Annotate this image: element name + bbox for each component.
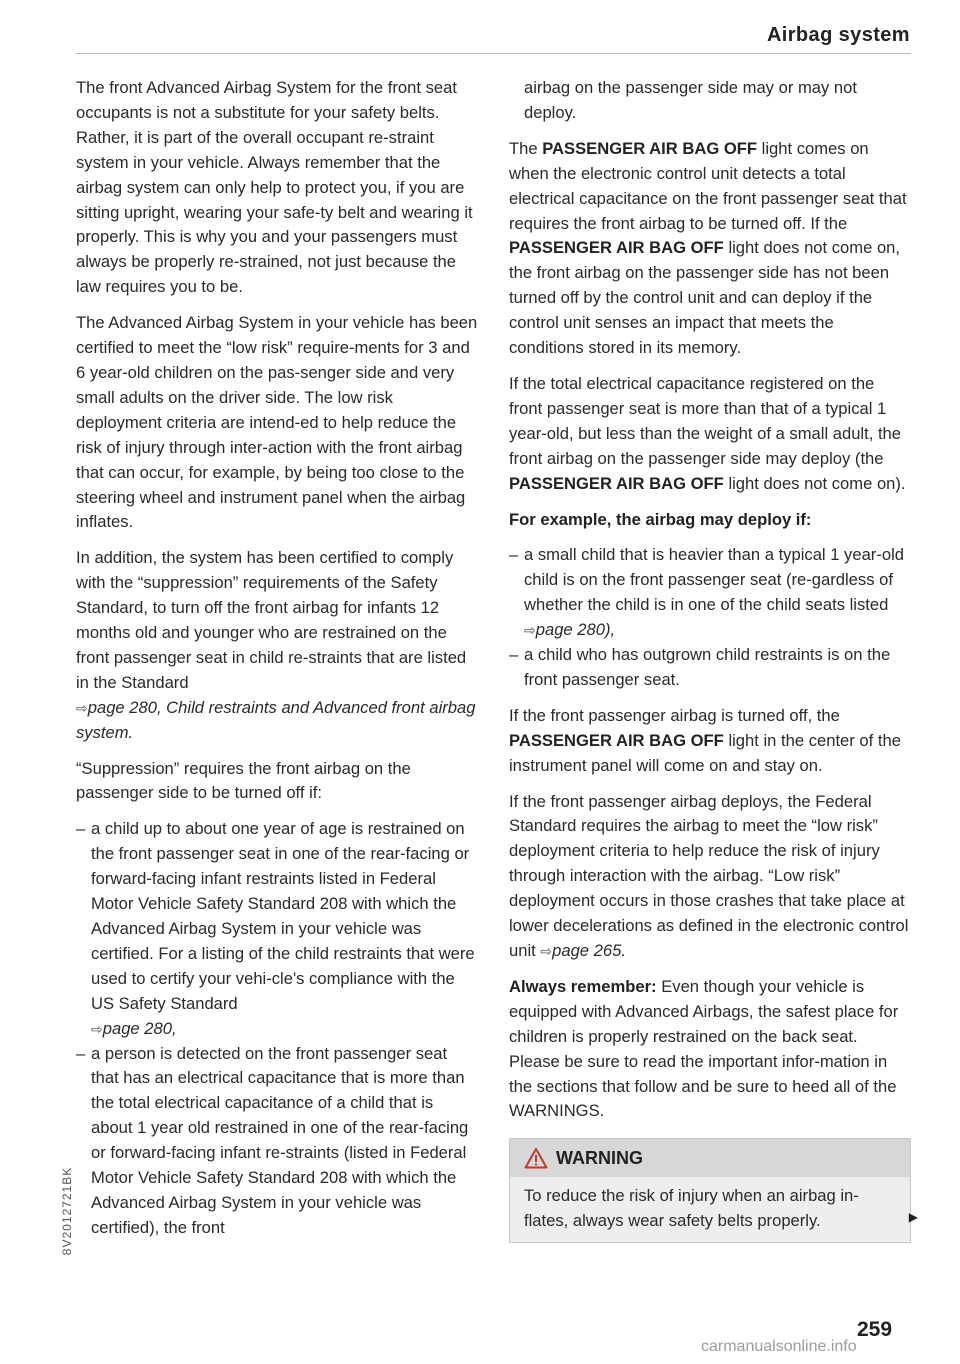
arrow-right-icon: ⇨ xyxy=(91,1020,103,1037)
warning-title: WARNING xyxy=(556,1147,643,1168)
dash-icon: – xyxy=(509,545,519,565)
list-item: – a person is detected on the front passenger seat that has an electrical capacitance that is more than the total electrical capacitance of a child that is about 1 year old restrained in one of the rear-facing or forward-facing infant re-straints (listed in Federal Motor Vehicle Safety Standard 208 with which the Advanced Airbag System in your vehicle was certified), the front xyxy=(76,1043,469,1237)
left-column xyxy=(76,76,479,1252)
subheading: For example, the airbag may deploy if: xyxy=(509,509,812,529)
indicator-name: PASSENGER AIR BAG OFF xyxy=(509,238,724,258)
warning-text: To reduce the risk of injury when an airbag in-flates, always wear safety belts properly. xyxy=(524,1186,859,1231)
emphasis-label: Always remember: xyxy=(509,976,657,996)
page-reference[interactable]: ⇨page 280, Child restraints and Advanced front airbag system. xyxy=(76,697,476,742)
watermark: carmanualsonline.info xyxy=(701,1338,857,1355)
list-item: – a child who has outgrown child restraints is on the front passenger seat. xyxy=(509,645,891,689)
page-reference[interactable]: ⇨page 280, xyxy=(91,1018,177,1038)
bullet-list xyxy=(509,543,911,692)
paragraph: If the front passenger airbag deploys, the Federal Standard requires the airbag to meet the “low risk” deployment criteria to help reduce the risk of injury through interaction with the airbag. “Low risk” deployment occurs in those crashes that take place at lower decelerations as defined in the electronic control unit ⇨page 265. xyxy=(509,791,909,960)
paragraph: “Suppression” requires the front airbag on the passenger side to be turned off if: xyxy=(76,758,411,803)
page-number: 259 xyxy=(857,1318,893,1341)
paragraph xyxy=(76,546,479,745)
dash-icon: – xyxy=(76,1043,86,1063)
paragraph: airbag on the passenger side may or may not deploy. xyxy=(524,78,857,122)
paragraph: The front Advanced Airbag System for the front seat occupants is not a substitute for your safety belts. Rather, it is part of the overall occupant re-straint system in your vehicle. Always remember that the airbag system can only help to protect you, if you are sitting upright, wearing your safe-ty belt and wearing it properly. This is why you and your passengers must always be properly re-strained, not just because the law requires you to be. xyxy=(76,78,473,297)
arrow-right-icon: ⇨ xyxy=(540,943,553,959)
bullet-list xyxy=(76,817,479,1240)
warning-triangle-icon xyxy=(524,1147,548,1169)
list-item: – a small child that is heavier than a typical 1 year-old child is on the front passenger seat (re-gardless of whether the child is in one of the child seats listed ⇨page 280), xyxy=(509,545,905,640)
arrow-right-icon: ⇨ xyxy=(76,699,88,716)
indicator-name: PASSENGER AIR BAG OFF xyxy=(509,730,724,750)
page-reference[interactable]: ⇨page 265. xyxy=(540,941,626,960)
indicator-name: PASSENGER AIR BAG OFF xyxy=(542,138,758,158)
paragraph: If the front passenger airbag is turned off, the PASSENGER AIR BAG OFF light in the center of the instrument panel will come on and stay on. xyxy=(509,705,901,775)
right-column xyxy=(509,76,918,1243)
warning-box xyxy=(509,1138,918,1243)
dash-icon: – xyxy=(509,645,519,665)
paragraph: Always remember: Even though your vehicle is equipped with Advanced Airbags, the safest place for children is properly restrained on the back seat. Please be sure to read the important infor-mation in the sections that follow and be sure to heed all of the WARNINGS. xyxy=(509,976,899,1121)
dash-icon: – xyxy=(76,819,86,839)
page-reference[interactable]: ⇨page 280), xyxy=(524,620,616,640)
continued-arrow-icon: ▶ xyxy=(908,1210,918,1225)
arrow-right-icon: ⇨ xyxy=(524,622,536,639)
header-rule xyxy=(76,53,911,54)
document-code: 8V2012721BK xyxy=(60,1166,75,1256)
warning-header xyxy=(510,1139,910,1177)
paragraph: If the total electrical capacitance registered on the front passenger seat is more than that of a typical 1 year-old, but less than the weight of a small adult, the front airbag on the passenger side may deploy (the PASSENGER AIR BAG OFF light does not come on). xyxy=(509,373,906,493)
paragraph-text: In addition, the system has been certified to comply with the “suppression” requirements of the Safety Standard, to turn off the front airbag for infants 12 months old and younger who are restrained on the front passenger seat in child re-straints that are listed in the Standard xyxy=(76,548,467,692)
warning-body xyxy=(510,1177,918,1242)
section-title: Airbag system xyxy=(766,24,910,46)
paragraph: The Advanced Airbag System in your vehicle has been certified to meet the “low risk” require-ments for 3 and 6 year-old children on the pas-senger side and very small adults on the driver side. The low risk deployment criteria are intend-ed to help reduce the risk of injury through inter-action with the front airbag that can occur, for example, by being too close to the steering wheel and instrument panel when the airbag inflates. xyxy=(76,313,478,532)
indicator-name: PASSENGER AIR BAG OFF xyxy=(509,473,724,493)
list-item: – a child up to about one year of age is restrained on the front passenger seat in one of the rear-facing or forward-facing infant restraints listed in Federal Motor Vehicle Safety Standard 208 with which the Advanced Airbag System in your vehicle was certified. For a listing of the child restraints that were used to certify your vehi-cle's compliance with the US Safety Standard ⇨page 280, xyxy=(76,819,475,1038)
paragraph: The PASSENGER AIR BAG OFF light comes on when the electronic control unit detects a total electrical capacitance on the front passenger seat that requires the front airbag to be turned off. If the PASSENGER AIR BAG OFF light does not come on, the front airbag on the passenger side has not been turned off by the control unit and can deploy if the control unit senses an impact that meets the conditions stored in its memory. xyxy=(509,138,907,358)
